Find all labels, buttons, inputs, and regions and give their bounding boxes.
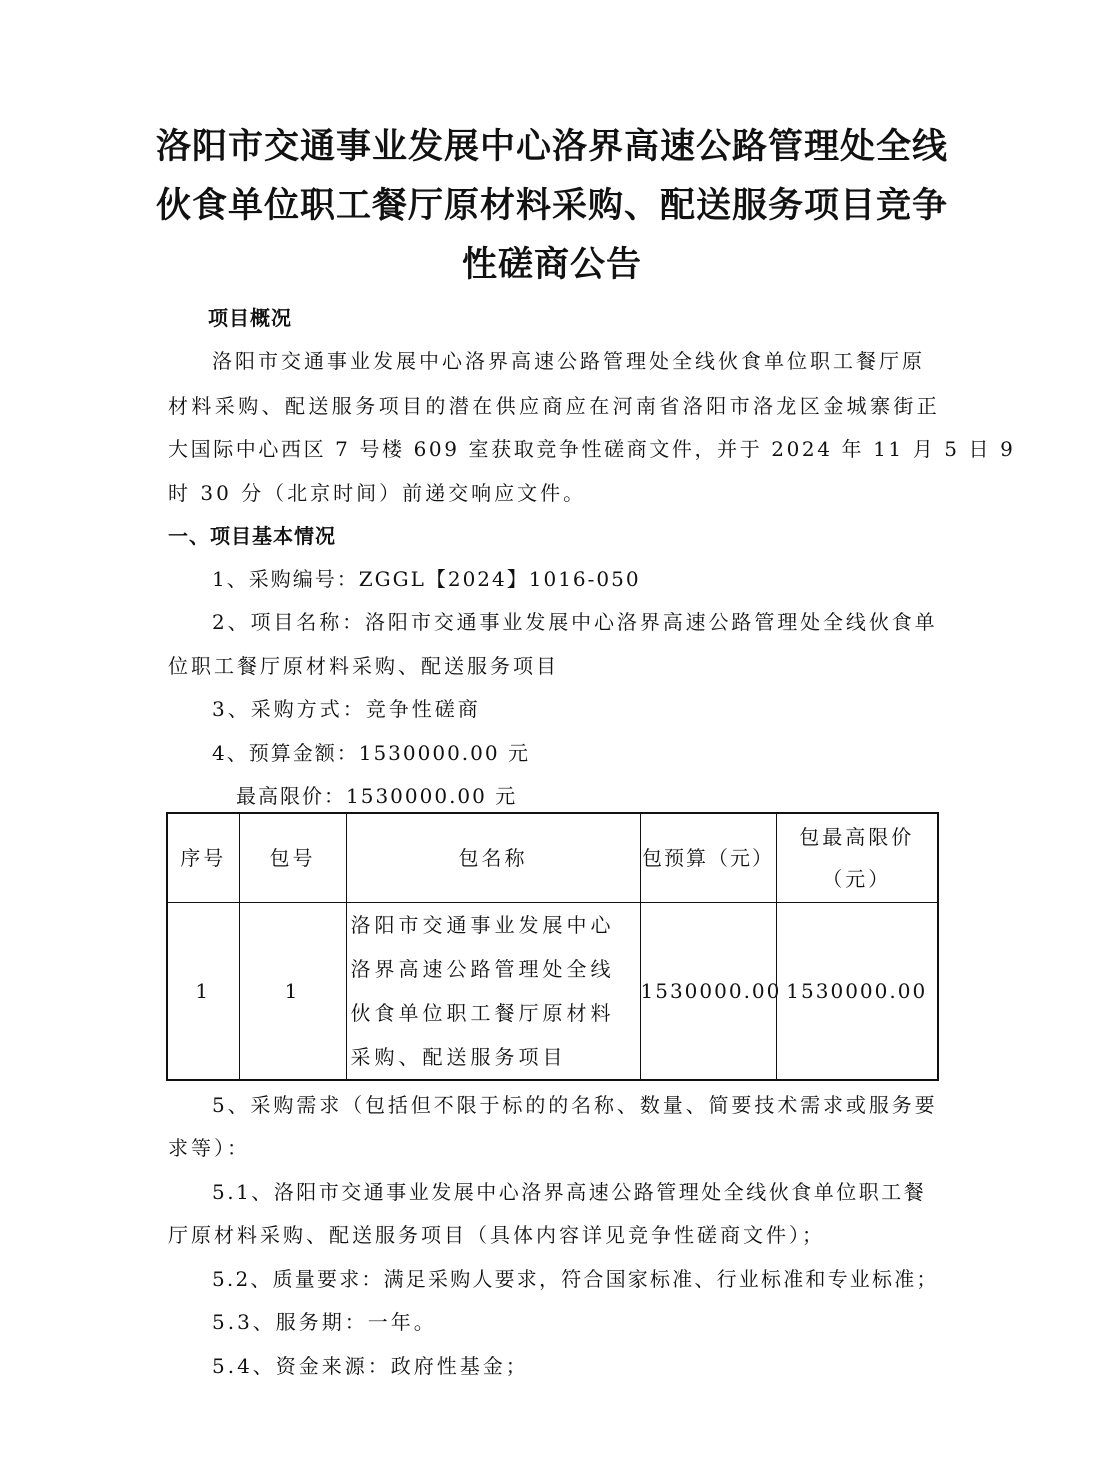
item-5-4: 5.4、资金来源：政府性基金； <box>212 1354 529 1378</box>
cell-package-no: 1 <box>239 903 346 1081</box>
item-requirements: 5、采购需求（包括但不限于标的的名称、数量、简要技术需求或服务要 <box>212 1093 938 1117</box>
item-5-3: 5.3、服务期：一年。 <box>212 1310 437 1334</box>
cell-seq: 1 <box>167 903 239 1081</box>
section1-heading: 一、项目基本情况 <box>168 524 336 548</box>
header-package-name: 包名称 <box>346 813 640 903</box>
item-project-name: 2、项目名称：洛阳市交通事业发展中心洛界高速公路管理处全线伙食单 <box>212 610 938 634</box>
cell-package-max-price: 1530000.00 <box>776 903 938 1081</box>
overview-line: 材料采购、配送服务项目的潜在供应商应在河南省洛阳市洛龙区金城寨街正 <box>168 394 941 418</box>
header-package-budget: 包预算（元） <box>640 813 776 903</box>
overview-heading: 项目概况 <box>208 306 292 330</box>
cell-package-name: 洛阳市交通事业发展中心洛界高速公路管理处全线伙食单位职工餐厅原材料采购、配送服务项目 <box>346 903 640 1081</box>
item-5-1-cont: 厅原材料采购、配送服务项目（具体内容详见竞争性磋商文件）； <box>168 1223 825 1247</box>
item-5-1: 5.1、洛阳市交通事业发展中心洛界高速公路管理处全线伙食单位职工餐 <box>212 1180 927 1204</box>
table-row <box>167 903 938 1081</box>
table-header-row <box>167 813 938 903</box>
item-project-name-cont: 位职工餐厅原材料采购、配送服务项目 <box>168 654 559 678</box>
item-requirements-cont: 求等）： <box>168 1136 250 1160</box>
header-seq: 序号 <box>167 813 239 903</box>
item-5-2: 5.2、质量要求：满足采购人要求，符合国家标准、行业标准和专业标准； <box>212 1267 939 1291</box>
item-max-price: 最高限价：1530000.00 元 <box>236 784 518 808</box>
item-procurement-number: 1、采购编号：ZGGL【2024】1016-050 <box>212 567 641 591</box>
overview-line: 大国际中心西区 7 号楼 609 室获取竞争性磋商文件，并于 2024 年 11 月 5 日 9 <box>168 437 1016 461</box>
announcement-title: 洛阳市交通事业发展中心洛界高速公路管理处全线伙食单位职工餐厅原材料采购、配送服务项目竞争性磋商公告 <box>155 127 948 285</box>
overview-line: 洛阳市交通事业发展中心洛界高速公路管理处全线伙食单位职工餐厅原 <box>212 349 925 373</box>
overview-line: 时 30 分（北京时间）前递交响应文件。 <box>168 481 587 505</box>
header-package-no: 包号 <box>239 813 346 903</box>
item-budget: 4、预算金额：1530000.00 元 <box>212 741 530 765</box>
header-package-max-price: 包最高限价（元） <box>776 813 938 903</box>
cell-package-budget: 1530000.00 <box>640 903 776 1081</box>
item-procurement-method: 3、采购方式：竞争性磋商 <box>212 697 481 721</box>
package-table <box>166 812 939 1081</box>
